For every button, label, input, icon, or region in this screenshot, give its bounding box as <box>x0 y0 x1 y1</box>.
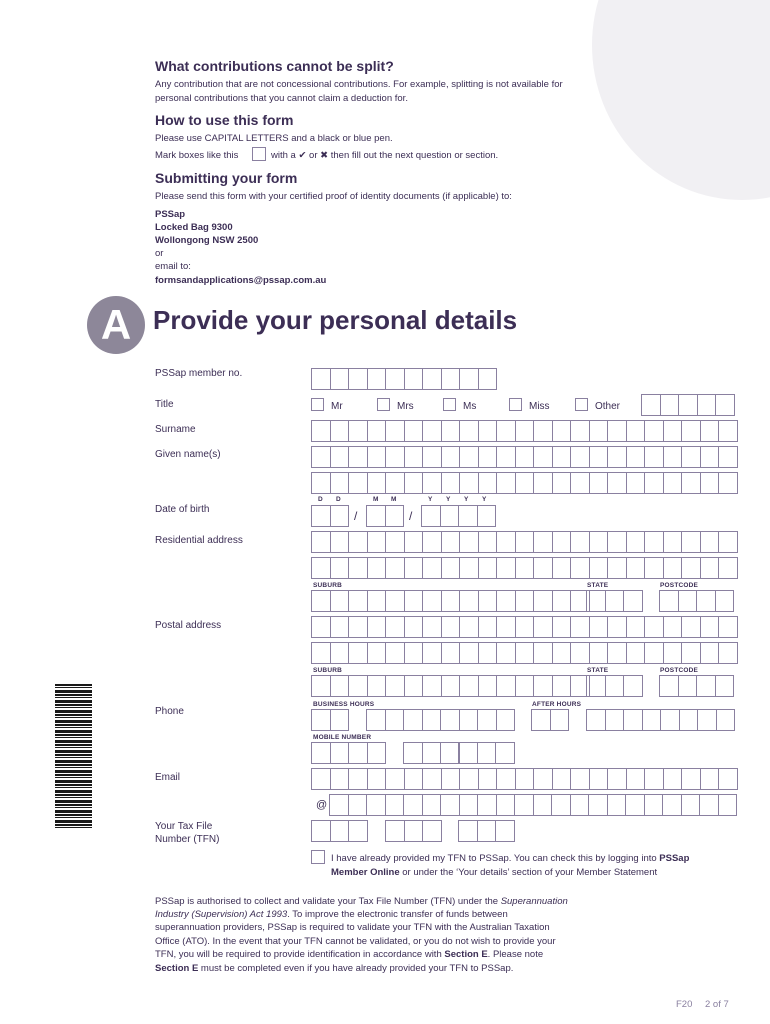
given-names-input-1[interactable] <box>311 446 738 468</box>
res-state-label: STATE <box>587 582 609 589</box>
example-checkbox <box>252 147 266 161</box>
dob-year-input[interactable] <box>421 505 496 527</box>
form-code: F20 <box>676 999 693 1010</box>
address-line-2: Locked Bag 9300 <box>155 222 233 233</box>
or-text: or <box>155 248 164 259</box>
submit-text: Please send this form with your certified proof of identity documents (if applicable) to: <box>155 191 512 202</box>
tfn-provided-text-2: Member Online or under the ‘Your details’ section of your Member Statement <box>331 867 658 878</box>
tfn-provided-text-1: I have already provided my TFN to PSSap. You can check this by logging into PSSap <box>331 853 690 864</box>
dob-day-input[interactable] <box>311 505 349 527</box>
tfn-part-3-input[interactable] <box>458 820 515 842</box>
title-mr-checkbox[interactable] <box>311 398 324 411</box>
after-hours-label: AFTER HOURS <box>532 701 582 708</box>
given-names-input-2[interactable] <box>311 472 738 494</box>
dob-label: Date of birth <box>155 504 210 515</box>
title-mrs-checkbox[interactable] <box>377 398 390 411</box>
how-mark-1: Mark boxes like this <box>155 150 239 161</box>
how-heading: How to use this form <box>155 112 294 128</box>
postal-line-1[interactable] <box>311 616 738 638</box>
business-area-input[interactable] <box>311 709 349 731</box>
business-hours-label: BUSINESS HOURS <box>313 701 375 708</box>
res-postcode-input[interactable] <box>659 590 734 612</box>
post-state-input[interactable] <box>586 675 643 697</box>
member-no-label: PSSap member no. <box>155 368 243 379</box>
post-suburb-input[interactable] <box>311 675 590 697</box>
title-label: Title <box>155 399 174 410</box>
business-number-input[interactable] <box>366 709 515 731</box>
section-title: Provide your personal details <box>153 305 518 335</box>
address-line-1: PSSap <box>155 209 186 220</box>
dob-col-m1: M <box>373 496 379 503</box>
barcode <box>55 684 92 830</box>
title-mr-label: Mr <box>331 401 343 412</box>
member-no-input[interactable] <box>311 368 497 390</box>
given-names-label: Given name(s) <box>155 449 221 460</box>
title-miss-checkbox[interactable] <box>509 398 522 411</box>
res-state-input[interactable] <box>586 590 643 612</box>
dob-col-d2: D <box>336 496 341 503</box>
privacy-line-2: Industry (Supervision) Act 1993. To improve the electronic transfer of funds between <box>155 909 508 920</box>
page-number: 2 of 7 <box>705 999 729 1010</box>
tfn-label-2: Number (TFN) <box>155 834 220 845</box>
tfn-provided-checkbox[interactable] <box>311 850 325 864</box>
split-heading: What contributions cannot be split? <box>155 58 394 74</box>
address-line-3: Wollongong NSW 2500 <box>155 235 259 246</box>
mobile-label: MOBILE NUMBER <box>313 734 372 741</box>
corner-decoration <box>592 0 770 200</box>
dob-month-input[interactable] <box>366 505 404 527</box>
after-number-input[interactable] <box>586 709 735 731</box>
privacy-line-1: PSSap is authorised to collect and validate your Tax File Number (TFN) under the Superannuation <box>155 896 568 907</box>
dob-col-y3: Y <box>464 496 469 503</box>
privacy-line-3: superannuation providers, PSSap is required to validate your TFN with the Australian Taxation <box>155 922 550 933</box>
how-mark-2: with a ✔ or ✖ then fill out the next question or section. <box>271 150 499 161</box>
phone-label: Phone <box>155 706 184 717</box>
postal-line-2[interactable] <box>311 642 738 664</box>
privacy-line-4: Office (ATO). In the event that your TFN cannot be validated, or you do not wish to provide your <box>155 936 556 947</box>
privacy-line-6: Section E must be completed even if you have already provided your TFN to PSSap. <box>155 963 514 974</box>
title-other-checkbox[interactable] <box>575 398 588 411</box>
email-at-symbol: @ <box>316 799 328 811</box>
mobile-part-2-input[interactable] <box>403 742 460 764</box>
post-state-label: STATE <box>587 667 609 674</box>
split-text-1: Any contribution that are not concessional contributions. For example, splitting is not available for <box>155 79 563 90</box>
split-text-2: personal contributions that you cannot claim a deduction for. <box>155 93 408 104</box>
title-other-label: Other <box>595 401 621 412</box>
email-input-2[interactable] <box>329 794 737 816</box>
mobile-part-1-input[interactable] <box>311 742 386 764</box>
residential-line-1[interactable] <box>311 531 738 553</box>
dob-slash-2: / <box>409 509 413 523</box>
title-miss-label: Miss <box>529 401 550 412</box>
email-address: formsandapplications@pssap.com.au <box>155 275 327 286</box>
post-postcode-input[interactable] <box>659 675 734 697</box>
email-label: Email <box>155 772 181 783</box>
post-postcode-label: POSTCODE <box>660 667 699 674</box>
email-input-1[interactable] <box>311 768 738 790</box>
dob-col-y2: Y <box>446 496 451 503</box>
dob-slash-1: / <box>354 509 358 523</box>
res-suburb-input[interactable] <box>311 590 590 612</box>
mobile-part-3-input[interactable] <box>458 742 515 764</box>
res-postcode-label: POSTCODE <box>660 582 699 589</box>
surname-input[interactable] <box>311 420 738 442</box>
section-badge: A <box>87 296 145 354</box>
privacy-line-5: TFN, you will be required to provide identification in accordance with Section E. Please note <box>155 949 544 960</box>
how-text: Please use CAPITAL LETTERS and a black or blue pen. <box>155 133 393 144</box>
title-ms-checkbox[interactable] <box>443 398 456 411</box>
res-suburb-label: SUBURB <box>313 582 343 589</box>
postal-label: Postal address <box>155 620 222 631</box>
dob-col-m2: M <box>391 496 397 503</box>
submit-heading: Submitting your form <box>155 170 298 186</box>
tfn-part-1-input[interactable] <box>311 820 368 842</box>
residential-line-2[interactable] <box>311 557 738 579</box>
after-area-input[interactable] <box>531 709 569 731</box>
post-suburb-label: SUBURB <box>313 667 343 674</box>
title-ms-label: Ms <box>463 401 477 412</box>
tfn-label-1: Your Tax File <box>155 821 213 832</box>
residential-label: Residential address <box>155 535 243 546</box>
title-mrs-label: Mrs <box>397 401 414 412</box>
title-other-input[interactable] <box>641 394 735 416</box>
tfn-part-2-input[interactable] <box>385 820 442 842</box>
dob-col-y1: Y <box>428 496 433 503</box>
email-to-text: email to: <box>155 261 191 272</box>
surname-label: Surname <box>155 424 196 435</box>
dob-col-y4: Y <box>482 496 487 503</box>
dob-col-d1: D <box>318 496 323 503</box>
